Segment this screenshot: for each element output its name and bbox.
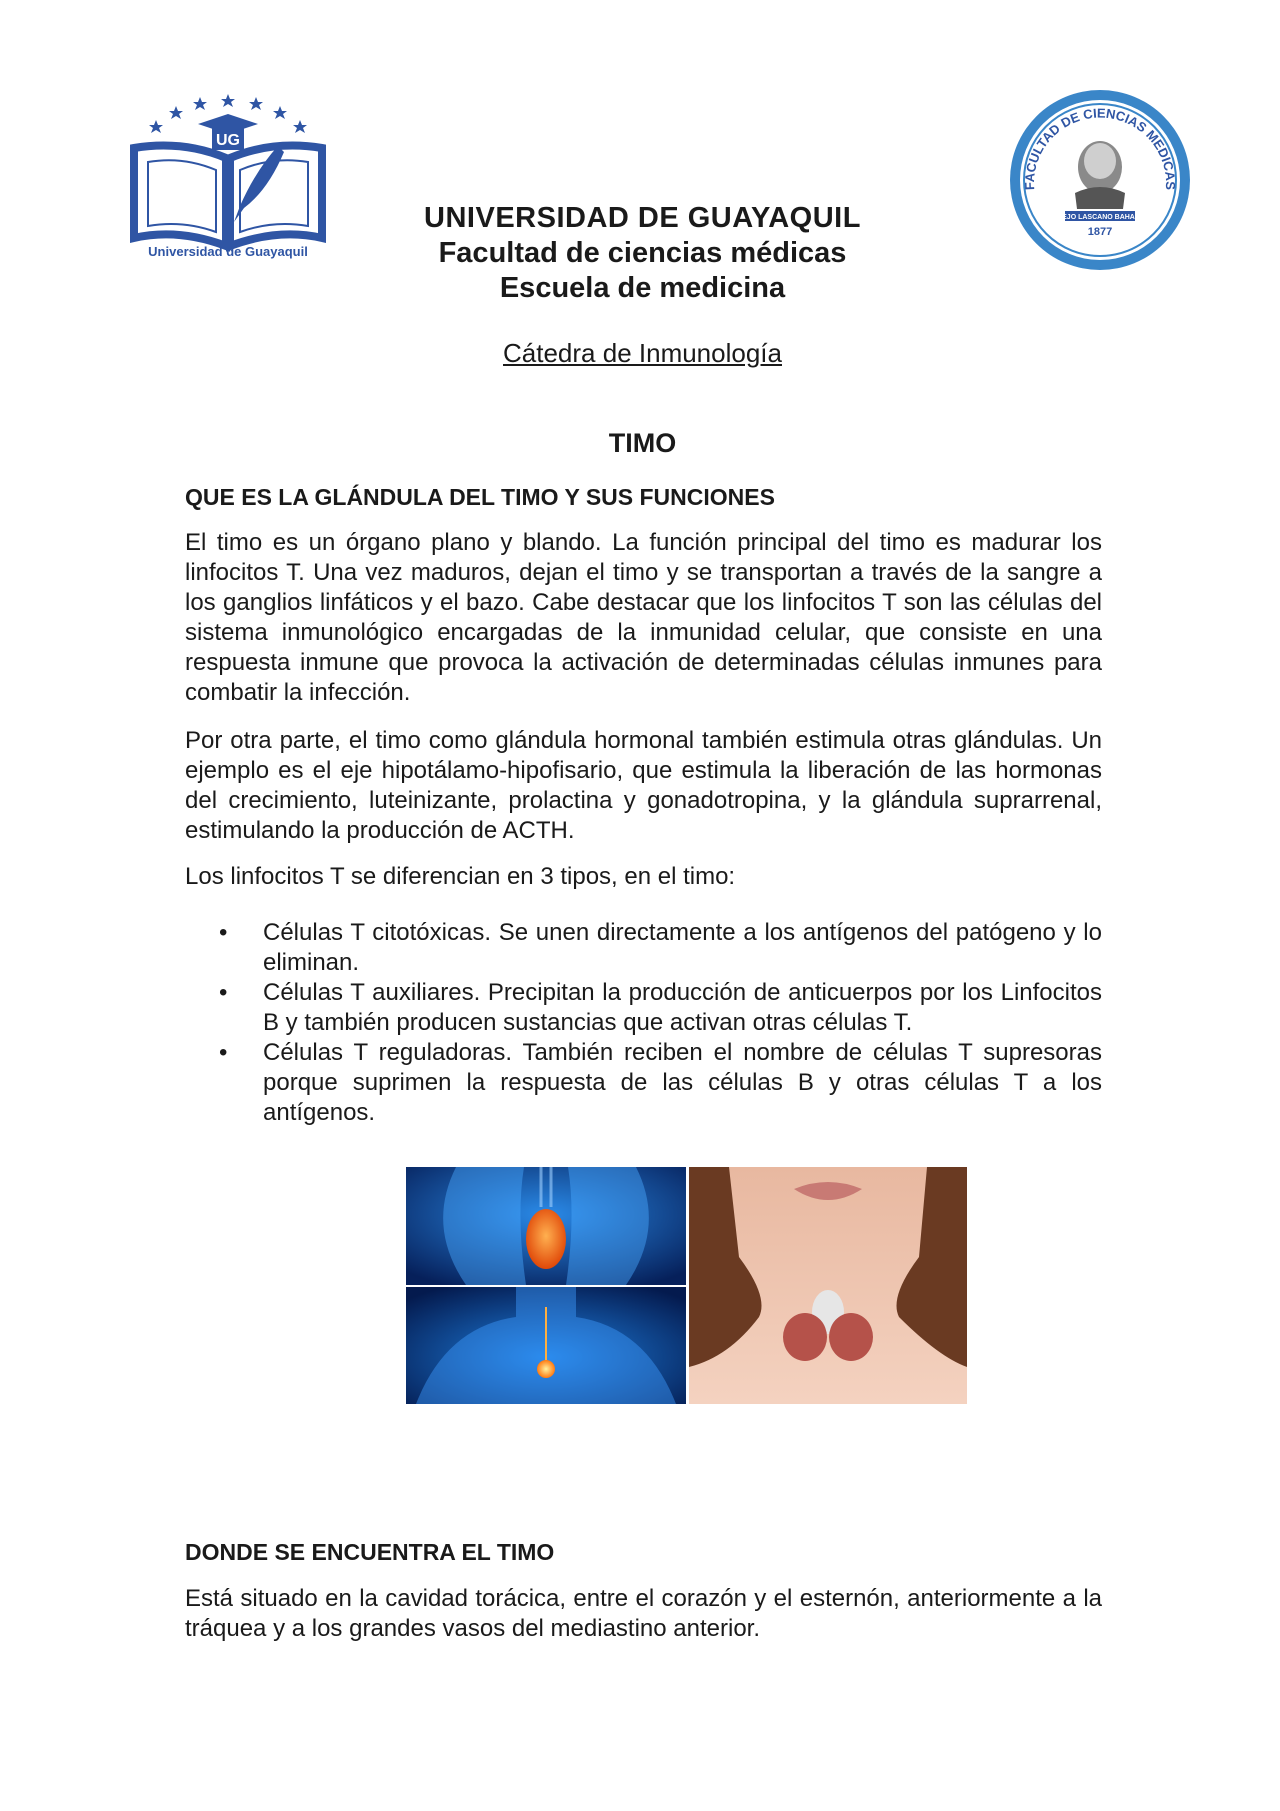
ug-monogram: UG	[216, 132, 240, 149]
neck-thyroid-image	[689, 1167, 967, 1404]
list-item	[185, 978, 1102, 1038]
section-heading-location: DONDE SE ENCUENTRA EL TIMO	[185, 1539, 555, 1565]
chair-name: Cátedra de Inmunología	[503, 338, 782, 368]
torso-anatomy-image	[406, 1287, 686, 1404]
section-heading-functions: QUE ES LA GLÁNDULA DEL TIMO Y SUS FUNCIONES	[185, 484, 775, 510]
header-block	[380, 200, 905, 306]
thymus-illustration	[406, 1167, 967, 1404]
list-item	[185, 1038, 1102, 1128]
document-title: TIMO	[608, 428, 677, 458]
faculty-name: Facultad de ciencias médicas	[438, 237, 847, 269]
seal-name: DR. ALEJO LASCANO BAHAMONDE	[1039, 214, 1161, 221]
paragraph-types-intro: Los linfocitos T se diferencian en 3 tipos, en el timo:	[185, 863, 736, 890]
university-logo-caption: Universidad de Guayaquil	[148, 244, 308, 259]
t-cell-types-list	[185, 918, 1102, 1128]
seal-arc-text: FACULTAD DE CIENCIAS MEDICAS	[1021, 105, 1179, 191]
faculty-seal	[1005, 85, 1195, 275]
list-item-text: Células T auxiliares. Precipitan la producción de anticuerpos por los Linfocitos B y también producen sustancias que activan otras células T.	[263, 979, 1102, 1036]
paragraph-intro: El timo es un órgano plano y blando. La función principal del timo es madurar los linfocitos T. Una vez maduros, dejan el timo y se transportan a través de la sangre a los ganglios linfáticos y el bazo. Cabe destacar que los linfocitos T son las células del sistema inmunológico encargadas de la inmunidad celular, que consiste en una respuesta inmune que provoca la activación de determinadas células inmunes para combatir la infección.	[185, 529, 1102, 706]
bullet-icon: •	[219, 979, 228, 1006]
paragraph-location: Está situado en la cavidad torácica, entre el corazón y el esternón, anteriormente a la tráquea y a los grandes vasos del mediastino anterior.	[185, 1585, 1102, 1642]
list-item	[185, 918, 1102, 978]
university-logo	[128, 78, 328, 268]
school-name: Escuela de medicina	[499, 272, 786, 304]
bullet-icon: •	[219, 919, 228, 946]
list-item-text: Células T citotóxicas. Se unen directamente a los antígenos del patógeno y lo eliminan.	[263, 919, 1102, 976]
chest-anatomy-image	[406, 1167, 686, 1285]
list-item-text: Células T reguladoras. También reciben el nombre de células T supresoras porque suprimen la respuesta de las células B y otras células T a los antígenos.	[263, 1039, 1102, 1126]
university-name: UNIVERSIDAD DE GUAYAQUIL	[424, 202, 861, 234]
bullet-icon: •	[219, 1039, 228, 1066]
paragraph-hormonal: Por otra parte, el timo como glándula hormonal también estimula otras glándulas. Un ejemplo es el eje hipotálamo-hipofisario, que estimula la liberación de las hormonas del crecimiento, luteinizante, prolactina y gonadotropina, y la glándula suprarrenal, estimulando la producción de ACTH.	[185, 727, 1102, 844]
seal-year: 1877	[1087, 226, 1113, 238]
